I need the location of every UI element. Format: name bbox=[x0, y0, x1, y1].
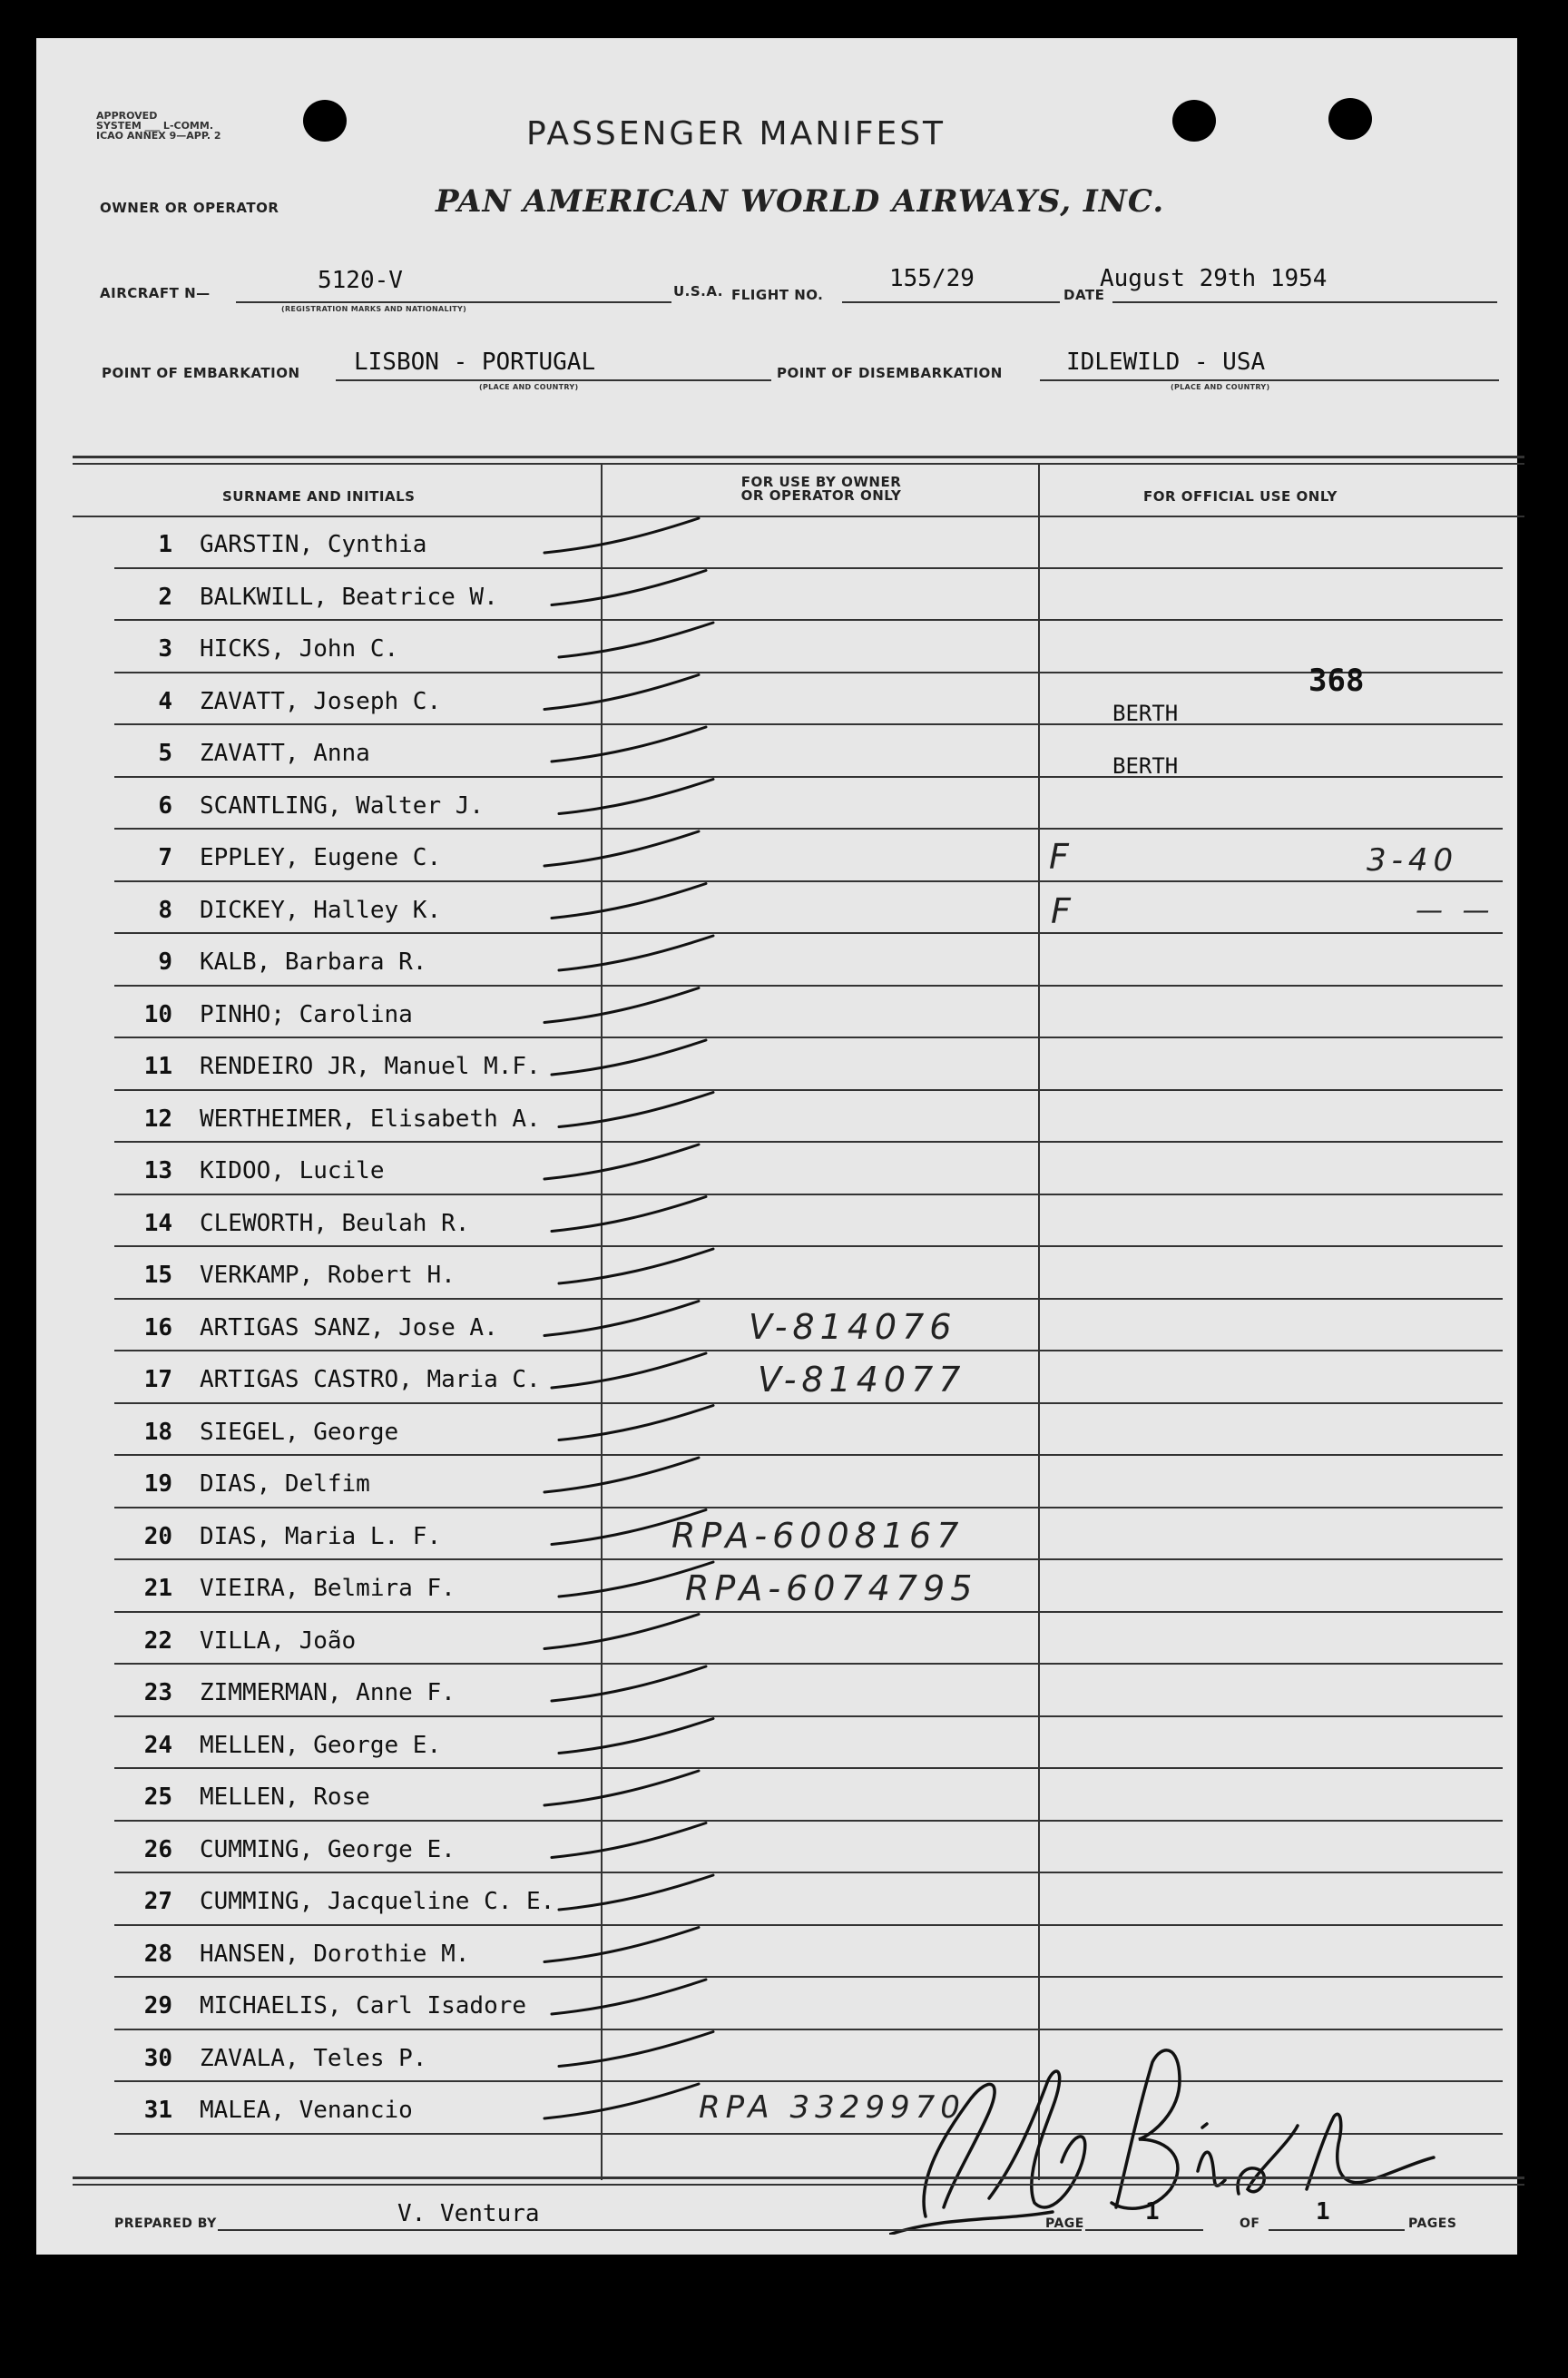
date-label: DATE bbox=[1063, 287, 1105, 303]
prepared-value: V. Ventura bbox=[397, 2200, 540, 2227]
passenger-name: HICKS, John C. bbox=[200, 635, 399, 663]
check-stroke bbox=[552, 884, 706, 919]
check-stroke bbox=[559, 1406, 713, 1440]
check-stroke bbox=[544, 831, 699, 866]
signature bbox=[889, 2026, 1452, 2235]
passenger-name: ZAVATT, Joseph C. bbox=[200, 687, 442, 715]
form-note-line: SYSTEM ___ L-COMM. bbox=[96, 120, 214, 132]
row-number: 7 bbox=[158, 844, 172, 871]
check-stroke bbox=[559, 780, 713, 814]
check-stroke bbox=[544, 2084, 699, 2118]
row-number: 31 bbox=[143, 2097, 172, 2124]
check-stroke bbox=[544, 1928, 699, 1962]
row-number: 20 bbox=[143, 1522, 172, 1550]
row-number: 1 bbox=[158, 531, 172, 558]
check-stroke bbox=[559, 2032, 713, 2067]
passenger-name: PINHO; Carolina bbox=[200, 1000, 413, 1028]
check-stroke bbox=[544, 1615, 699, 1649]
passenger-name: EPPLEY, Eugene C. bbox=[200, 844, 442, 871]
of-underline bbox=[1269, 2229, 1405, 2231]
prepared-underline bbox=[218, 2229, 1082, 2231]
row-number: 23 bbox=[143, 1679, 172, 1706]
disembark-value: IDLEWILD - USA bbox=[1066, 349, 1266, 376]
embark-label: POINT OF EMBARKATION bbox=[102, 365, 300, 381]
row-number: 21 bbox=[143, 1575, 172, 1602]
page-value: 1 bbox=[1145, 2198, 1160, 2226]
passenger-name: ZAVALA, Teles P. bbox=[200, 2044, 427, 2072]
row-number: 4 bbox=[158, 687, 172, 715]
check-stroke bbox=[559, 623, 713, 657]
form-note-line: APPROVED bbox=[96, 110, 158, 122]
passenger-name: KIDOO, Lucile bbox=[200, 1157, 385, 1184]
passenger-name: GARSTIN, Cynthia bbox=[200, 531, 427, 558]
check-stroke bbox=[552, 1980, 706, 2014]
manifest-paper bbox=[36, 38, 1517, 2255]
check-stroke bbox=[544, 1302, 699, 1336]
passenger-name: DIAS, Maria L. F. bbox=[200, 1522, 442, 1550]
passenger-name: ARTIGAS SANZ, Jose A. bbox=[200, 1313, 498, 1341]
check-stroke bbox=[544, 1771, 699, 1805]
owner-label: OWNER OR OPERATOR bbox=[100, 200, 279, 216]
row-number: 29 bbox=[143, 1992, 172, 2019]
berth-note: BERTH bbox=[1112, 701, 1179, 726]
row-number: 13 bbox=[143, 1157, 172, 1184]
aircraft-sublabel: (REGISTRATION MARKS AND NATIONALITY) bbox=[281, 305, 467, 313]
row-number: 8 bbox=[158, 896, 172, 924]
check-stroke bbox=[559, 1719, 713, 1754]
check-marks bbox=[36, 38, 1517, 2255]
passenger-name: SCANTLING, Walter J. bbox=[200, 791, 485, 820]
passenger-name: MELLEN, Rose bbox=[200, 1784, 370, 1811]
row-number: 22 bbox=[143, 1626, 172, 1655]
check-stroke bbox=[552, 1823, 706, 1858]
aircraft-label: AIRCRAFT N— bbox=[100, 285, 211, 301]
row-number: 9 bbox=[158, 948, 172, 976]
row-number: 5 bbox=[158, 740, 172, 767]
check-stroke bbox=[552, 571, 706, 605]
row-number: 6 bbox=[158, 791, 172, 820]
check-stroke bbox=[552, 1040, 706, 1075]
form-note-line: ICAO ANNEX 9—APP. 2 bbox=[96, 130, 221, 142]
room-number: 368 bbox=[1308, 663, 1365, 699]
check-stroke bbox=[552, 727, 706, 762]
row-number: 25 bbox=[143, 1784, 172, 1811]
passenger-name: DICKEY, Halley K. bbox=[200, 896, 442, 924]
check-stroke bbox=[544, 1145, 699, 1179]
flight-value: 155/29 bbox=[889, 265, 975, 292]
passenger-name: ZAVATT, Anna bbox=[200, 740, 370, 767]
check-stroke bbox=[552, 1197, 706, 1232]
passenger-name: WERTHEIMER, Elisabeth A. bbox=[200, 1105, 541, 1133]
of-label: OF bbox=[1240, 2216, 1260, 2231]
check-stroke bbox=[544, 1458, 699, 1492]
passenger-name: VERKAMP, Robert H. bbox=[200, 1262, 456, 1289]
aircraft-value: 5120-V bbox=[318, 267, 403, 294]
passenger-name: RENDEIRO JR, Manuel M.F. bbox=[200, 1053, 541, 1080]
passenger-name: CUMMING, George E. bbox=[200, 1835, 456, 1863]
passenger-name: DIAS, Delfim bbox=[200, 1470, 370, 1498]
passenger-name: VIEIRA, Belmira F. bbox=[200, 1575, 456, 1602]
row-number: 19 bbox=[143, 1470, 172, 1498]
usa-label: U.S.A. bbox=[673, 283, 723, 300]
passenger-name: BALKWILL, Beatrice W. bbox=[200, 583, 498, 611]
surname-header: SURNAME AND INITIALS bbox=[222, 488, 416, 505]
status-flag: F bbox=[1051, 891, 1076, 931]
status-flag: F bbox=[1049, 837, 1074, 877]
page-label: PAGE bbox=[1045, 2216, 1084, 2231]
check-stroke bbox=[559, 1562, 713, 1597]
passenger-name: CUMMING, Jacqueline C. E. bbox=[200, 1888, 555, 1915]
passenger-name: VILLA, João bbox=[200, 1626, 357, 1655]
prepared-label: PREPARED BY bbox=[114, 2216, 217, 2231]
of-value: 1 bbox=[1316, 2198, 1330, 2226]
row-number: 15 bbox=[143, 1262, 172, 1289]
passenger-name: CLEWORTH, Beulah R. bbox=[200, 1209, 470, 1237]
page-title: PASSENGER MANIFEST bbox=[526, 115, 946, 152]
row-number: 10 bbox=[143, 1000, 172, 1028]
owner-value: PAN AMERICAN WORLD AIRWAYS, INC. bbox=[436, 183, 1165, 220]
check-stroke bbox=[544, 988, 699, 1023]
passenger-name: MALEA, Venancio bbox=[200, 2097, 413, 2124]
passenger-name: HANSEN, Dorothie M. bbox=[200, 1940, 470, 1968]
owner-use-header-line: OR OPERATOR ONLY bbox=[740, 487, 902, 504]
row-number: 3 bbox=[158, 635, 172, 663]
row-number: 16 bbox=[143, 1313, 172, 1341]
check-stroke bbox=[559, 1875, 713, 1910]
row-number: 30 bbox=[143, 2044, 172, 2072]
date-value: August 29th 1954 bbox=[1100, 265, 1328, 292]
disembark-label: POINT OF DISEMBARKATION bbox=[777, 365, 1003, 381]
pages-label: PAGES bbox=[1408, 2216, 1457, 2231]
passport-note: RPA-6008167 bbox=[671, 1516, 965, 1556]
row-number: 11 bbox=[143, 1053, 172, 1080]
row-number: 24 bbox=[143, 1731, 172, 1759]
embark-value: LISBON - PORTUGAL bbox=[354, 349, 596, 376]
page-underline bbox=[1085, 2229, 1203, 2231]
disembark-sublabel: (PLACE AND COUNTRY) bbox=[1171, 383, 1270, 391]
table-bottom-rule bbox=[73, 2177, 1524, 2179]
row-number: 18 bbox=[143, 1418, 172, 1446]
passport-note: V-814077 bbox=[758, 1360, 966, 1400]
row-number: 28 bbox=[143, 1940, 172, 1968]
check-stroke bbox=[544, 518, 699, 553]
passenger-name: MICHAELIS, Carl Isadore bbox=[200, 1992, 527, 2019]
check-stroke bbox=[552, 1666, 706, 1701]
row-number: 2 bbox=[158, 583, 172, 611]
status-code: 3-40 bbox=[1367, 842, 1459, 879]
check-stroke bbox=[559, 936, 713, 970]
row-number: 12 bbox=[143, 1105, 172, 1133]
passport-note: RPA 3329970 bbox=[699, 2089, 965, 2126]
berth-note: BERTH bbox=[1112, 753, 1179, 779]
passenger-name: MELLEN, George E. bbox=[200, 1731, 442, 1759]
row-number: 26 bbox=[143, 1835, 172, 1863]
check-stroke bbox=[552, 1510, 706, 1545]
row-number: 14 bbox=[143, 1209, 172, 1237]
passenger-name: ARTIGAS CASTRO, Maria C. bbox=[200, 1366, 541, 1393]
passport-note: RPA-6074795 bbox=[685, 1568, 978, 1608]
passenger-name: ZIMMERMAN, Anne F. bbox=[200, 1679, 456, 1706]
row-number: 17 bbox=[143, 1366, 172, 1393]
check-stroke bbox=[544, 675, 699, 710]
passport-note: V-814076 bbox=[749, 1307, 957, 1347]
status-code: — — bbox=[1416, 895, 1495, 927]
official-header: FOR OFFICIAL USE ONLY bbox=[1143, 488, 1338, 505]
table-bottom-rule bbox=[73, 2184, 1524, 2186]
row-number: 27 bbox=[143, 1888, 172, 1915]
check-stroke bbox=[552, 1353, 706, 1388]
check-stroke bbox=[559, 1249, 713, 1283]
check-stroke bbox=[559, 1093, 713, 1127]
flight-label: FLIGHT NO. bbox=[731, 287, 824, 303]
owner-use-header-line: FOR USE BY OWNER bbox=[740, 474, 902, 490]
passenger-name: KALB, Barbara R. bbox=[200, 948, 427, 976]
passenger-name: SIEGEL, George bbox=[200, 1418, 399, 1446]
embark-sublabel: (PLACE AND COUNTRY) bbox=[479, 383, 579, 391]
